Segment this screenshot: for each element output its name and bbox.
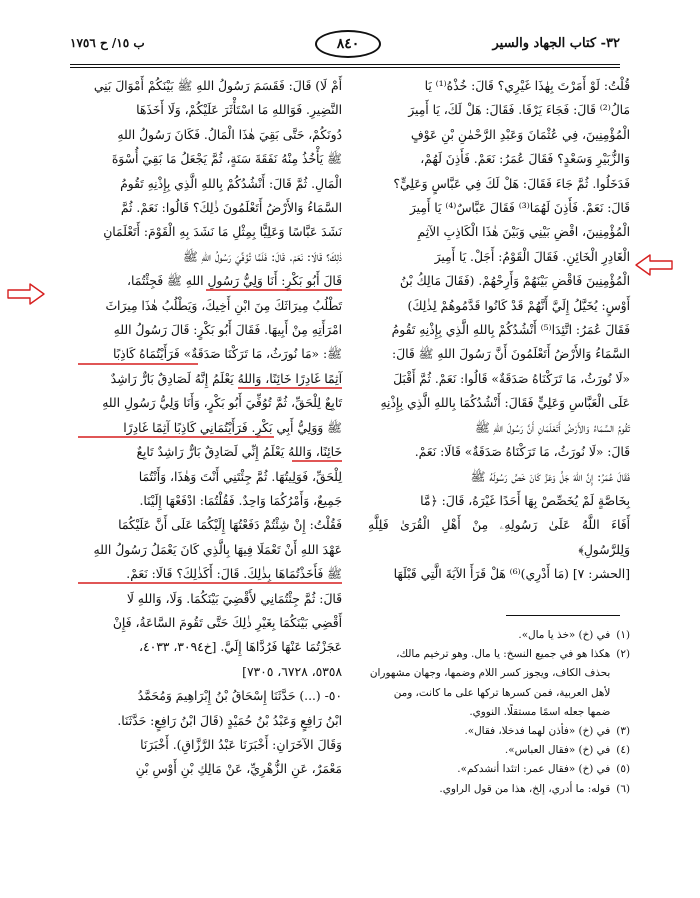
footnote-item <box>368 780 630 799</box>
text-line: عَلَى الْعَبَّاسِ وَعَلِيٍّ فَقَالَ: أَنْشُدُكُمَا بِاللهِ الَّذِي بِإِذْنِهِ <box>380 396 630 411</box>
text-line: أَفَاءَ اللَّهُ عَلَىٰ رَسُولِهِۦ مِنْ أَهْلِ الْقُرَىٰ فَلِلَّهِ وَلِلرَّسُولِ﴾ <box>368 518 630 557</box>
footnote-number: (١) <box>616 629 630 641</box>
footnotes <box>368 626 630 799</box>
right-arrow-icon <box>6 282 46 306</box>
header-rule-second <box>70 67 620 68</box>
text-line: أَوْسٍ: يُخَيَّلُ إِلَيَّ أَنَّهُمْ قَدْ كَانُوا قَدَّمُوهُمْ لِذٰلِكَ) <box>407 298 630 313</box>
text-line: قُلْتُ: لَوْ أَمَرْتَ بِهٰذَا غَيْرِي؟ قَالَ: خُذْهُ⁽¹⁾ يَا <box>424 79 630 93</box>
text-line: النَّضِيرِ. فَوَاللهِ مَا اسْتَأْثَرَ عَلَيْكُمْ، وَلَا أَخَذَهَا <box>136 103 342 118</box>
text-line: ﷺ وَوَلِيُّ أَبِي بَكْرٍ. فَرَأَيْتُمَانِي كَاذِبًا آثِمًا غَادِرًا <box>123 420 342 435</box>
text-line: مَالُ⁽²⁾ قَالَ: فَجَاءَ يَرْفَا. فَقَالَ: هَلْ لَكَ، يَا أَمِيرَ <box>408 103 630 118</box>
footnote-text: في (خ) «فقال العباس». <box>504 744 611 757</box>
footnote-item <box>368 741 630 760</box>
text-line: الْغَادِرِ الْخَائِنِ. فَقَالَ الْقَوْمُ: أَجَلْ. يَا أَمِيرَ <box>434 249 630 264</box>
right-text-column <box>368 74 630 587</box>
text-line: فَقُلْتُ: إِنْ شِئْتُمْ دَفَعْتُهَا إِلَيْكُمَا عَلَى أَنَّ عَلَيْكُمَا <box>118 518 342 533</box>
text-line: أَمْ لَا) قَالَ: فَقَسَمَ رَسُولُ اللهِ ﷺ بَيْنَكُمْ أَمْوَالَ بَنِي <box>93 79 342 93</box>
text-line: الْمُؤْمِنِينَ، اقْضِ بَيْنِي وَبَيْنَ هٰذَا الْكَاذِبِ الآثِمِ <box>417 225 630 240</box>
footnote-text: في (خ) «فأذن لهما فدخلا، فقال». <box>464 725 611 738</box>
text-line: [الحشر: ٧] (مَا أَدْرِي)⁽⁶⁾ هَلْ قَرَأَ الآيَةَ الَّتِي قَبْلَهَا <box>393 567 630 582</box>
text-line: الْمُؤْمِنِينَ، فِي عُثْمَانَ وَعَبْدِ الرَّحْمٰنِ بْنِ عَوْفٍ <box>410 127 630 142</box>
text-line: قَالَ: نَعَمْ. فَأَذِنَ لَهُمَا⁽³⁾ فَقَالَ عَبَّاسٌ⁽⁴⁾ يَا أَمِيرَ <box>409 201 630 216</box>
text-line: أَقْضِي بَيْنَكُمَا بِغَيْرِ ذٰلِكَ حَتَّى تَقُومَ السَّاعَةُ، فَإِنْ <box>112 615 342 630</box>
text-line: خَائِنًا، وَاللهُ يَعْلَمُ إِنِّي لَصَادِقٌ بَارٌّ رَاشِدٌ تَابِعٌ <box>136 445 342 460</box>
text-line: عَهْدَ اللهِ أَنْ تَعْمَلَا فِيهَا بِالَّذِي كَانَ يَعْمَلُ رَسُولُ اللهِ <box>93 542 342 557</box>
page-header <box>70 22 620 58</box>
text-line: آثِمًا غَادِرًا خَائِنًا، وَاللهُ يَعْلَمُ إِنَّهُ لَصَادِقٌ بَارٌّ رَاشِدٌ <box>110 371 342 386</box>
text-line: فَدَخَلُوا. ثُمَّ جَاءَ فَقَالَ: هَلْ لَكَ فِي عَبَّاسٍ وَعَلِيٍّ؟ <box>393 176 630 191</box>
text-line: جَمِيعٌ، وَأَمْرُكُمَا وَاحِدٌ. فَقُلْتُمَا: ادْفَعْهَا إِلَيْنَا. <box>139 493 342 508</box>
chapter-title: ٣٢- كتاب الجهاد والسير <box>492 36 620 51</box>
text-line: قَالَ: «لَا نُورَثُ، مَا تَرَكْنَاهُ صَدَقَةٌ» قَالَا: نَعَمْ. <box>414 445 630 460</box>
footnote-item <box>368 626 630 645</box>
footnote-text: قوله: ما أدري، إلخ، هذا من قول الراوي. <box>439 782 611 795</box>
footnote-text: في (خ) «فقال عمر: اتئدا أنشدكم». <box>457 763 611 776</box>
annotation-underlines <box>78 74 342 614</box>
text-line: السَّمَاءُ وَالأَرْضُ أَتَعْلَمُونَ ذٰلِكَ؟ قَالُوا: نَعَمْ. ثُمَّ <box>120 201 342 216</box>
text-line: ﷺ يَأْخُذُ مِنْهُ نَفَقَةَ سَنَةٍ، ثُمَّ يَجْعَلُ مَا بَقِيَ أُسْوَةَ <box>111 152 342 167</box>
text-line: قَالَ: ثُمَّ جِئْتُمَانِي لأَقْضِيَ بَيْنَكُمَا. وَلَا، وَاللهِ لَا <box>126 591 342 606</box>
text-line: امْرَأَتِهِ مِنْ أَبِيهَا. فَقَالَ أَبُو بَكْرٍ: قَالَ رَسُولُ اللهِ <box>113 323 342 338</box>
page-number: ٨٤٠ <box>315 30 381 58</box>
header-rule <box>70 64 620 65</box>
footnote-number: (٣) <box>616 725 630 738</box>
text-line: وَالزُّبَيْرِ وَسَعْدٍ؟ فَقَالَ عُمَرُ: نَعَمْ. فَأَذِنَ لَهُمْ، <box>420 152 630 167</box>
footnote-item <box>368 722 630 741</box>
footnote-number: (٢) <box>616 648 630 661</box>
footnote-item <box>368 760 630 779</box>
text-line: الْمَالِ. ثُمَّ قَالَ: أَنْشُدُكُمْ بِاللهِ الَّذِي بِإِذْنِهِ تَقُومُ <box>120 176 342 191</box>
footnote-number: (٦) <box>616 782 630 795</box>
text-line: تَابِعٌ لِلْحَقِّ، ثُمَّ تُوُفِّيَ أَبُو بَكْرٍ، وَأَنَا وَلِيُّ رَسُولِ اللهِ <box>102 396 342 411</box>
text-line: نَشَدَ عَبَّاسًا وَعَلِيًّا بِمِثْلِ مَا نَشَدَ بِهِ الْقَوْمَ: أَتَعْلَمَانِ <box>103 225 342 240</box>
text-line: لِلْحَقِّ، فَوَلِيتُهَا. ثُمَّ جِئْتَنِي أَنْتَ وَهٰذَا، وَأَنْتُمَا <box>138 469 342 484</box>
text-line: فَقَالَ عُمَرُ: اتَّئِدَا⁽⁵⁾ أَنْشُدُكُمْ بِاللهِ الَّذِي بِإِذْنِهِ تَقُومُ <box>391 323 630 338</box>
text-line: ٥٣٥٨، ٦٧٢٨، ٧٣٠٥] <box>242 664 342 679</box>
footnote-divider <box>506 615 620 616</box>
text-line: ذٰلِكَ؟ قَالَا: نَعَمْ. قَالَ: فَلَمَّا تُوُفِّيَ رَسُولُ اللهِ ﷺ <box>182 249 342 264</box>
text-line: دُونَكُمْ، حَتَّى بَقِيَ هٰذَا الْمَالُ. فَكَانَ رَسُولُ اللهِ <box>117 127 342 142</box>
text-line: ﷺ فَأَخَذْتُمَاهَا بِذٰلِكَ. قَالَ: أَكَذٰلِكَ؟ قَالَا: نَعَمْ. <box>126 567 342 582</box>
text-line: الْمُؤْمِنِينَ فَاقْضِ بَيْنَهُمْ وَأَرِحْهُمْ. (فَقَالَ مَالِكُ بْنُ <box>399 274 630 289</box>
text-line: عَجَزْتُمَا عَنْهَا فَرُدَّاهَا إِلَيَّ. [خ٣٠٩٤، ٤٠٣٣، <box>139 640 342 655</box>
text-line: بِخَاصَّةٍ لَمْ يُخَصِّصْ بِهَا أَحَدًا غَيْرَهُ، قَالَ: ﴿مَّا <box>420 493 630 508</box>
text-line: «لَا نُورَثُ، مَا تَرَكْنَاهُ صَدَقَةٌ» قَالُوا: نَعَمْ. ثُمَّ أَقْبَلَ <box>393 371 630 386</box>
left-arrow-icon <box>634 253 674 277</box>
text-line: قَالَ أَبُو بَكْرٍ: أَنَا وَلِيُّ رَسُولِ اللهِ ﷺ فَجِئْتُمَا، <box>127 274 342 289</box>
text-line: تَقُومُ السَّمَاءُ وَالأَرْضُ أَتَعْلَمَانِ أَنَّ رَسُولَ اللهِ ﷺ <box>475 420 630 435</box>
footnote-number: (٤) <box>616 744 630 757</box>
footnote-number: (٥) <box>616 763 630 776</box>
text-line: ٥٠- (...) حَدَّثَنَا إِسْحَاقُ بْنُ إِبْرَاهِيمَ وَمُحَمَّدُ <box>137 689 342 704</box>
text-line: فَقَالَ عُمَرُ: إِنَّ اللهَ جَلَّ وَعَزَّ كَانَ خَصَّ رَسُولَهُ ﷺ <box>470 469 630 484</box>
footnote-item <box>368 645 630 722</box>
hadith-reference: ب ١٥/ ح ١٧٥٦ <box>70 36 145 50</box>
text-line: تَطْلُبُ مِيرَاثَكَ مِنَ ابْنِ أَخِيكَ، وَيَطْلُبُ هٰذَا مِيرَاثَ <box>105 298 342 313</box>
text-line: السَّمَاءُ وَالأَرْضُ أَتَعْلَمُونَ أَنَّ رَسُولَ اللهِ ﷺ قَالَ: <box>392 347 630 362</box>
footnote-text: هكذا هو في جميع النسخ: يا مال. وهو ترخيم مالك، بحذف الكاف، ويجوز كسر اللام وضمها، وجهان مشهوران لأهل العربية، فمن كسرها تركها على ما كانت، ومن ضمها جعله اسمًا مستقلًا. النووي. <box>369 648 611 718</box>
text-line: ﷺ: «مَا نُورَثُ، مَا تَرَكْنَا صَدَقَةٌ» فَرَأَيْتُمَاهُ كَاذِبًا <box>113 347 342 362</box>
footnote-text: في (خ) «خذ يا مال». <box>518 629 611 641</box>
text-line: مَعْمَرٌ، عَنِ الزُّهْرِيِّ، عَنْ مَالِكِ بْنِ أَوْسِ بْنِ <box>135 762 342 777</box>
text-line: وَقَالَ الآخَرَانِ: أَخْبَرَنَا عَبْدُ الرَّزَّاقِ). أَخْبَرَنَا <box>140 737 342 752</box>
text-line: ابْنُ رَافِعٍ وَعَبْدُ بْنُ حُمَيْدٍ (قَالَ ابْنُ رَافِعٍ: حَدَّثَنَا. <box>117 713 342 728</box>
